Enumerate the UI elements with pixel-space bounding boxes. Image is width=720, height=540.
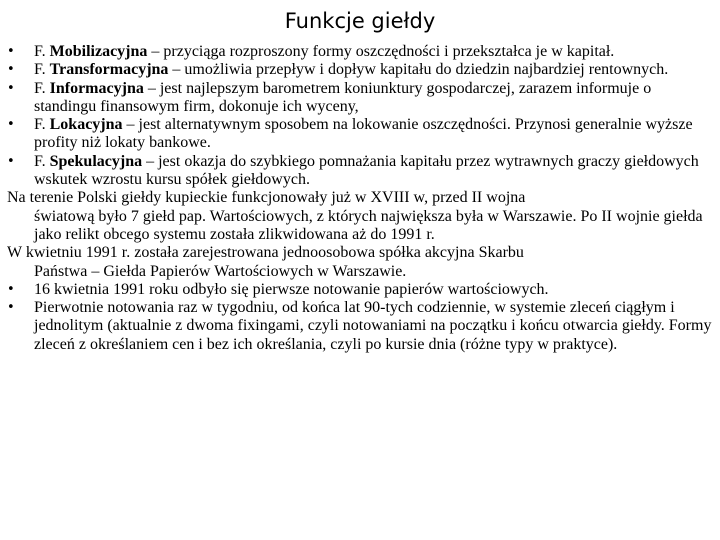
bullet-icon: •: [7, 44, 15, 59]
function-description: – jest najlepszym barometrem koniunktury gospodarczej, zarazem informuje o standingu finansowym firm, dokonuje ich wyceny,: [34, 79, 652, 115]
function-item-transformacyjna: [7, 61, 717, 79]
function-prefix: F.: [34, 43, 50, 60]
function-description: – umożliwia przepływ i dopływ kapitału do dziedzin najbardziej rentownych.: [168, 61, 669, 79]
bullet-icon: •: [7, 281, 15, 297]
fact-text: 16 kwietnia 1991 roku odbyło się pierwsze notowanie papierów wartościowych.: [34, 280, 549, 298]
function-name: Informacyjna: [49, 79, 144, 97]
registration-paragraph: [7, 244, 717, 281]
registration-paragraph-continuation: Państwa – Giełda Papierów Wartościowych w Warszawie.: [34, 262, 407, 280]
function-description: – jest okazja do szybkiego pomnażania kapitału przez wytrawnych graczy giełdowych wskutek wzrostu kursu spółek giełdowych.: [34, 152, 699, 189]
fact-item-trading-system: [7, 299, 717, 354]
history-paragraph: [7, 189, 717, 244]
registration-paragraph-first-line: W kwietniu 1991 r. została zarejestrowana jednoosobowa spółka akcyjna Skarbu: [7, 244, 524, 262]
history-paragraph-continuation: światową było 7 giełd pap. Wartościowych, z których największa była w Warszawie. Po II wojnie giełda jako relikt obcego systemu została zlikwidowana aż do 1991 r.: [34, 207, 703, 243]
function-item-mobilizacyjna: [7, 43, 717, 61]
function-item-informacyjna: [7, 80, 717, 117]
function-description: – przyciąga rozproszony formy oszczędności i przekształca je w kapitał.: [147, 43, 615, 60]
function-name: Lokacyjna: [49, 116, 123, 134]
function-name: Spekulacyjna: [49, 152, 143, 170]
function-prefix: F.: [34, 61, 50, 79]
history-paragraph-first-line: Na terenie Polski giełdy kupieckie funkcjonowały już w XVIII w, przed II wojna: [7, 189, 526, 207]
slide-title: Funkcje giełdy: [284, 9, 436, 33]
function-name: Transformacyjna: [49, 61, 169, 79]
bullet-icon: •: [7, 117, 15, 133]
function-prefix: F.: [34, 79, 50, 97]
function-item-lokacyjna: [7, 116, 717, 153]
bullet-icon: •: [7, 153, 15, 169]
slide-body: [7, 43, 717, 354]
function-item-spekulacyjna: [7, 153, 717, 190]
function-prefix: F.: [34, 152, 50, 170]
function-name: Mobilizacyjna: [49, 43, 148, 60]
bullet-icon: •: [7, 300, 15, 316]
fact-item-first-listing: [7, 281, 717, 299]
bullet-icon: •: [7, 62, 15, 78]
function-description: – jest alternatywnym sposobem na lokowanie oszczędności. Przynosi generalnie wyższe profity niż lokaty bankowe.: [34, 116, 693, 152]
bullet-icon: •: [7, 80, 15, 96]
fact-text: Pierwotnie notowania raz w tygodniu, od końca lat 90-tych codziennie, w systemie zleceń ciągłym i jednolitym (aktualnie z dwoma fixingami, czyli notowaniami na początku i końcu otwarcia giełdy. Formy zleceń z określaniem cen i bez ich określania, czyli po kursie dnia (różne typy w praktyce).: [34, 299, 712, 353]
function-prefix: F.: [34, 116, 50, 134]
